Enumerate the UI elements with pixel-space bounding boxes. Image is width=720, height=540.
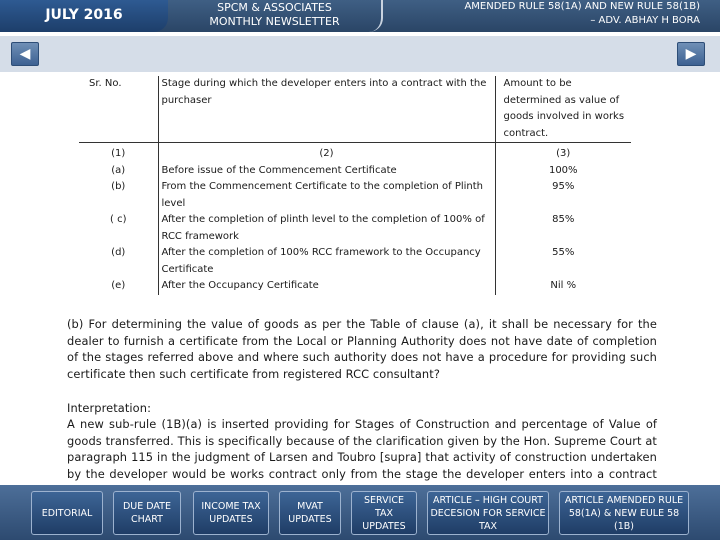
row-sr: ( c) xyxy=(79,212,158,245)
row-amount: Nil % xyxy=(550,280,577,291)
row-stage: After the completion of 100% RCC framework to the Occupancy Certificate xyxy=(158,245,495,278)
interpretation-heading: Interpretation: xyxy=(67,401,152,415)
article-author: – ADV. ABHAY H BORA xyxy=(590,15,700,26)
prev-page-button[interactable] xyxy=(11,42,39,66)
clause-b-paragraph: (b) For determining the value of goods as per the Table of clause (a), it shall be necessary for the dealer to furnish a certificate from the Local or Planning Authority does not have date of completion of the stages referred above and where such authority does not have a procedure for providing such certificate then such certificate from registered RCC consultant? xyxy=(67,317,657,382)
table-row xyxy=(79,245,631,278)
article-hc-decision-button[interactable]: ARTICLE – HIGH COURT DECESION FOR SERVICE TAX xyxy=(427,491,549,535)
header-amount: Amount to be determined as value of goods involved in works contract. xyxy=(495,76,631,143)
next-page-button[interactable] xyxy=(677,42,705,66)
mvat-updates-button[interactable]: MVAT UPDATES xyxy=(279,491,341,535)
row-stage: After the Occupancy Certificate xyxy=(158,278,495,295)
row-amount: 95% xyxy=(552,181,575,192)
newsletter-title xyxy=(168,0,383,32)
row-stage: Before issue of the Commencement Certificate xyxy=(158,163,495,180)
table-row xyxy=(79,278,631,295)
row-sr: (d) xyxy=(79,245,158,278)
editorial-button[interactable]: EDITORIAL xyxy=(31,491,103,535)
nav-strip xyxy=(0,36,720,72)
interpretation-paragraph: A new sub-rule (1B)(a) is inserted providing for Stages of Construction and percentage of Value of goods transferred. This is specifically because of the clarification given by the Hon. Supreme Court at paragraph 115 in the judgment of Larsen and Toubro [supra] that activity of construction undertaken by the developer would be works contract only from the stage the developer enters into a contract xyxy=(67,417,657,482)
table-header-row xyxy=(79,76,631,143)
stages-table xyxy=(79,76,631,295)
row-amount: 55% xyxy=(552,247,575,258)
article-heading xyxy=(385,0,720,32)
column-number-row xyxy=(79,143,631,163)
table-row xyxy=(79,179,631,212)
column-number: (1) xyxy=(79,143,158,163)
arrow-left-icon: ◀ xyxy=(19,46,31,62)
row-sr: (e) xyxy=(79,278,158,295)
income-tax-updates-button[interactable]: INCOME TAX UPDATES xyxy=(193,491,269,535)
service-tax-updates-button[interactable]: SERVICE TAX UPDATES xyxy=(351,491,417,535)
row-amount: 85% xyxy=(552,214,575,225)
column-number: (2) xyxy=(158,143,495,163)
newsletter-month: JULY 2016 xyxy=(0,0,168,32)
arrow-right-icon: ▶ xyxy=(685,46,697,62)
row-amount: 100% xyxy=(548,164,578,176)
row-sr: (b) xyxy=(79,179,158,212)
table-row xyxy=(79,212,631,245)
column-number: (3) xyxy=(556,148,571,159)
row-stage: After the completion of plinth level to the completion of 100% of RCC framework xyxy=(158,212,495,245)
newsletter-title-line2: MONTHLY NEWSLETTER xyxy=(209,15,340,28)
row-stage: From the Commencement Certificate to the completion of Plinth level xyxy=(158,179,495,212)
table-row xyxy=(79,163,631,180)
newsletter-title-line1: SPCM & ASSOCIATES xyxy=(217,1,332,14)
header-sr-no: Sr. No. xyxy=(79,76,158,143)
due-date-chart-button[interactable]: DUE DATE CHART xyxy=(113,491,181,535)
article-title: AMENDED RULE 58(1A) AND NEW RULE 58(1B) xyxy=(464,1,700,12)
article-amended-rule-button[interactable]: ARTICLE AMENDED RULE 58(1A) & NEW EULE 58 (1B) xyxy=(559,491,689,535)
footer-nav xyxy=(0,485,720,540)
header-stage: Stage during which the developer enters into a contract with the purchaser xyxy=(158,76,495,143)
row-sr: (a) xyxy=(79,163,158,180)
